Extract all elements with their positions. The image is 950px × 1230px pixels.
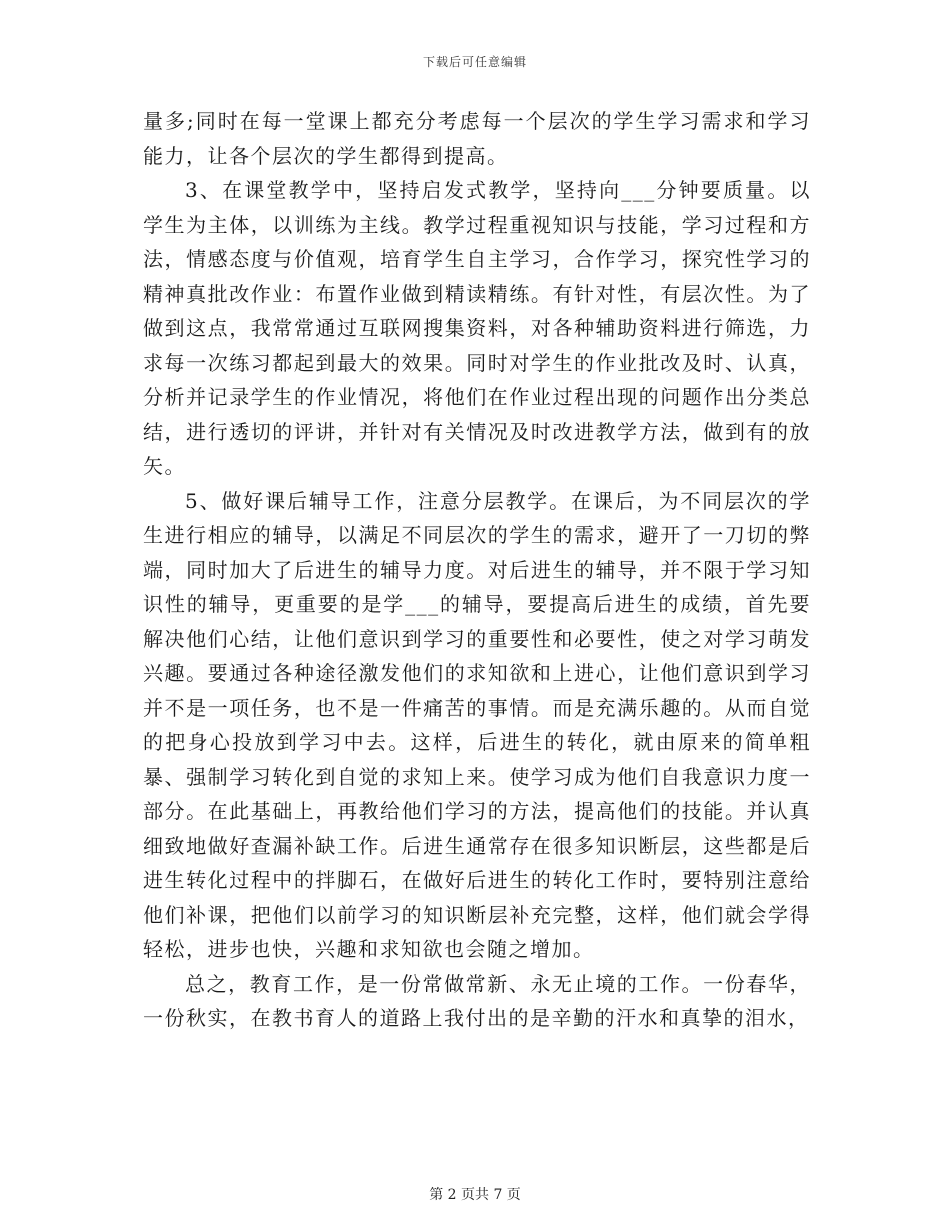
paragraph-item-5: 5、做好课后辅导工作，注意分层教学。在课后，为不同层次的学生进行相应的辅导，以满足不同层次的学生的需求，避开了一刀切的弊端，同时加大了后进生的辅导力度。对后进生的辅导，并不限于学习知识性的辅导，更重要的是学___的辅导，要提高后进生的成绩，首先要解决他们心结，让他们意识到学习的重要性和必要性，使之对学习萌发兴趣。要通过各种途径激发他们的求知欲和上进心，让他们意识到学习并不是一项任务，也不是一件痛苦的事情。而是充满乐趣的。从而自觉的把身心投放到学习中去。这样，后进生的转化，就由原来的简单粗暴、强制学习转化到自觉的求知上来。使学习成为他们自我意识力度一部分。在此基础上，再教给他们学习的方法，提高他们的技能。并认真细致地做好查漏补缺工作。后进生通常存在很多知识断层，这些都是后进生转化过程中的拌脚石，在做好后进生的转化工作时，要特别注意给他们补课，把他们以前学习的知识断层补充完整，这样，他们就会学得轻松，进步也快，兴趣和求知欲也会随之增加。: [143, 488, 811, 961]
document-body: [143, 104, 811, 1036]
page-number-footer: 第 2 页共 7 页: [429, 1187, 521, 1203]
paragraph-item-3: 3、在课堂教学中，坚持启发式教学，坚持向___分钟要质量。以学生为主体，以训练为主线。教学过程重视知识与技能，学习过程和方法，情感态度与价值观，培育学生自主学习，合作学习，探究性学习的精神真批改作业：布置作业做到精读精练。有针对性，有层次性。为了做到这点，我常常通过互联网搜集资料，对各种辅助资料进行筛选，力求每一次练习都起到最大的效果。同时对学生的作业批改及时、认真，分析并记录学生的作业情况，将他们在作业过程出现的问题作出分类总结，进行透切的评讲，并针对有关情况及时改进教学方法，做到有的放矢。: [143, 178, 811, 478]
paragraph-continuation: 量多;同时在每一堂课上都充分考虑每一个层次的学生学习需求和学习能力，让各个层次的学生都得到提高。: [143, 109, 811, 168]
page-header-note: 下载后可任意编辑: [422, 55, 527, 69]
paragraph-summary: 总之，教育工作，是一份常做常新、永无止境的工作。一份春华，一份秋实，在教书育人的道路上我付出的是辛勤的汗水和真挚的泪水，: [143, 971, 811, 1030]
